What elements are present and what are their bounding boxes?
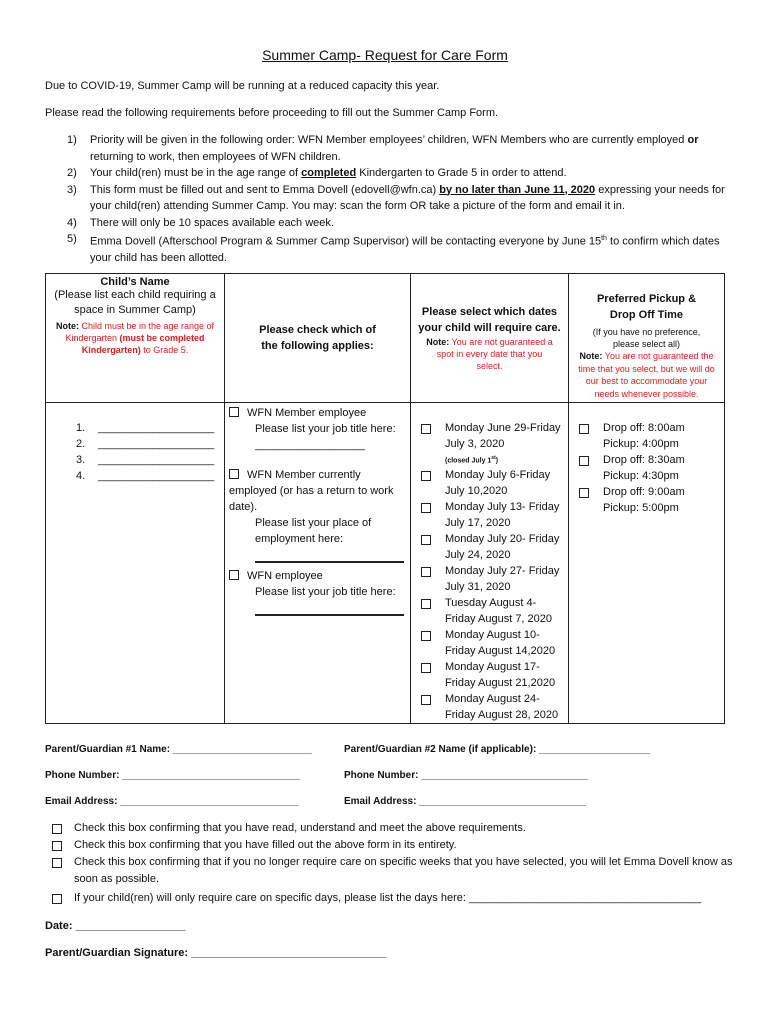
dates-cell xyxy=(411,403,569,724)
date-option-7[interactable]: Monday August 10- Friday August 14,2020 xyxy=(421,627,568,659)
date-option-4[interactable]: Monday July 20- Friday July 24, 2020 xyxy=(421,531,568,563)
applies-header: Please check which of the following applies: xyxy=(225,274,411,403)
date-option-3[interactable]: Monday July 13- Friday July 17, 2020 xyxy=(421,499,568,531)
member-employee-checkbox[interactable] xyxy=(229,407,239,417)
dates-header: Please select which dates your child will require care. Note: You are not guaranteed a spot in every date that you select. xyxy=(411,274,569,403)
confirm-requirements-checkbox[interactable] xyxy=(52,824,62,834)
child-row-3[interactable]: 3. ___________________ xyxy=(76,454,215,466)
requirements-list xyxy=(45,132,725,267)
date-checkbox-7[interactable] xyxy=(421,631,431,641)
requirement-5: 5) Emma Dovell (Afterschool Program & Summer Camp Supervisor) will be contacting everyone by June 15th to confirm which dates your child has been allotted. xyxy=(67,233,720,265)
date-checkbox-5[interactable] xyxy=(421,567,431,577)
pickup-header: Preferred Pickup & Drop Off Time (If you have no preference, please select all) Note: You are not guaranteed the time that you select, but we will do our best to accommodate your needs whenever possible. xyxy=(569,274,725,403)
child-name-header: Child’s Name (Please list each child requiring a space in Summer Camp) Note: Child must be in the age range of Kindergarten (must be completed Kindergarten) to Grade 5. xyxy=(46,274,225,403)
wfn-employee-checkbox[interactable] xyxy=(229,570,239,580)
requirement-4: 4) There will only be 10 spaces available each week. xyxy=(67,216,334,229)
time-checkbox-2[interactable] xyxy=(579,456,589,466)
date-option-5[interactable]: Monday July 27- Friday July 31, 2020 xyxy=(421,563,568,595)
date-checkbox-4[interactable] xyxy=(421,535,431,545)
member-job-title-field[interactable]: __________________ xyxy=(255,439,366,451)
time-checkbox-1[interactable] xyxy=(579,424,589,434)
table-body-row xyxy=(46,403,725,724)
email1-field[interactable]: Email Address: ________________________________ xyxy=(45,796,299,807)
date-checkbox-9[interactable] xyxy=(421,695,431,705)
pickup-cell xyxy=(569,403,725,724)
email2-field[interactable]: Email Address: ______________________________ xyxy=(344,796,587,807)
child-row-4[interactable]: 4. ___________________ xyxy=(76,470,215,482)
date-checkbox-1[interactable] xyxy=(421,424,431,434)
confirm-notify: Check this box confirming that if you no longer require care on specific weeks that you have selected, you will let Emma Dovell know as soon as possible. xyxy=(52,854,742,888)
date-option-8[interactable]: Monday August 17- Friday August 21,2020 xyxy=(421,659,568,691)
employment-place-field[interactable] xyxy=(255,561,404,563)
time-option-2[interactable]: Drop off: 8:30am Pickup: 4:30pm xyxy=(579,452,724,484)
confirm-complete-checkbox[interactable] xyxy=(52,841,62,851)
specific-days: If your child(ren) will only require care on specific days, please list the days here: ______________________________________ xyxy=(52,890,742,907)
applies-cell: WFN Member employee Please list your job title here: __________________ WFN Member currently employed (or has a return to work date). Please list your place of employment here: WFN employee Please list your job title here: xyxy=(225,403,411,724)
date-checkbox-6[interactable] xyxy=(421,599,431,609)
form-title: Summer Camp- Request for Care Form xyxy=(262,47,508,63)
child-name-cell xyxy=(46,403,225,724)
requirement-2: 2) Your child(ren) must be in the age range of completed Kindergarten to Grade 5 in order to attend. xyxy=(67,167,567,179)
confirm-complete: Check this box confirming that you have filled out the above form in its entirety. xyxy=(52,837,742,854)
time-option-3[interactable]: Drop off: 9:00am Pickup: 5:00pm xyxy=(579,484,724,516)
time-checkbox-3[interactable] xyxy=(579,488,589,498)
member-currently-employed-checkbox[interactable] xyxy=(229,469,239,479)
employee-job-title-field[interactable] xyxy=(255,614,404,616)
requirement-1: 1) Priority will be given in the following order: WFN Member employees’ children, WFN Members who are currently employed or returning to work, then employees of WFN children. xyxy=(67,134,699,163)
date-checkbox-2[interactable] xyxy=(421,471,431,481)
child-row-2[interactable]: 2. ___________________ xyxy=(76,438,215,450)
phone1-field[interactable]: Phone Number: ________________________________ xyxy=(45,770,301,781)
care-table xyxy=(45,273,725,724)
time-option-1[interactable]: Drop off: 8:00am Pickup: 4:00pm xyxy=(579,420,724,452)
child-row-1[interactable]: 1. ___________________ xyxy=(76,422,215,434)
confirm-notify-checkbox[interactable] xyxy=(52,858,62,868)
parent1-name-field[interactable]: Parent/Guardian #1 Name: _________________________ xyxy=(45,744,312,755)
specific-days-checkbox[interactable] xyxy=(52,894,62,904)
requirement-3: 3) This form must be filled out and sent to Emma Dovell (edovell@wfn.ca) by no later than June 11, 2020 expressing your needs for your child(ren) attending Summer Camp. You may: scan the form OR take a picture of the form and email it in. xyxy=(67,183,725,212)
date-option-2[interactable]: Monday July 6-Friday July 10,2020 xyxy=(421,467,568,499)
intro-instructions: Please read the following requirements before proceeding to fill out the Summer Camp Form. xyxy=(45,107,499,119)
phone2-field[interactable]: Phone Number: ______________________________ xyxy=(344,770,589,781)
parent2-name-field[interactable]: Parent/Guardian #2 Name (if applicable): ____________________ xyxy=(344,744,651,755)
date-option-6[interactable]: Tuesday August 4- Friday August 7, 2020 xyxy=(421,595,568,627)
intro-covid: Due to COVID-19, Summer Camp will be running at a reduced capacity this year. xyxy=(45,80,440,92)
confirm-requirements: Check this box confirming that you have read, understand and meet the above requirements. xyxy=(52,820,742,837)
date-option-9[interactable]: Monday August 24- Friday August 28, 2020 xyxy=(421,691,568,723)
date-checkbox-3[interactable] xyxy=(421,503,431,513)
date-field[interactable]: Date: __________________ xyxy=(45,920,186,932)
signature-field[interactable]: Parent/Guardian Signature: ________________________________ xyxy=(45,947,387,959)
table-header-row xyxy=(46,274,725,403)
date-option-1[interactable]: Monday June 29-Friday July 3, 2020 (closed July 1st) xyxy=(421,420,568,467)
date-checkbox-8[interactable] xyxy=(421,663,431,673)
